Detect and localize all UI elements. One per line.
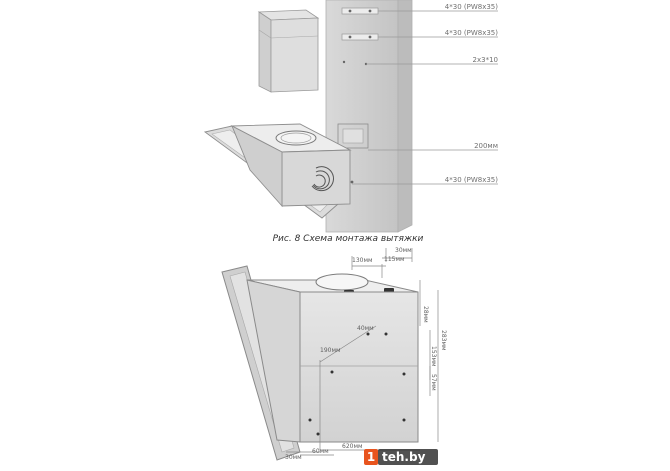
dim-115: 115мм bbox=[384, 256, 405, 263]
label-screw-top-1: 4*30 (PW8x35) bbox=[444, 3, 498, 11]
dim-30-top: 30мм bbox=[395, 247, 412, 254]
dim-40: 40мм bbox=[357, 325, 374, 332]
label-screw-top-2: 4*30 (PW8x35) bbox=[444, 29, 498, 37]
wall-bracket-1 bbox=[342, 8, 378, 14]
dim-57: 57мм bbox=[430, 374, 437, 391]
dim-30-bottom: 30мм bbox=[285, 454, 302, 461]
label-screw-small: 2x3*10 bbox=[472, 56, 498, 64]
dim-283: 283мм bbox=[440, 330, 447, 351]
dim-130: 130мм bbox=[352, 257, 373, 264]
chimney-cover bbox=[259, 10, 318, 92]
brand-text: teh.by bbox=[382, 450, 426, 464]
dimension-view bbox=[222, 247, 447, 461]
dim-153: 153мм bbox=[430, 346, 437, 367]
figure-caption: Рис. 8 Схема монтажа вытяжки bbox=[272, 234, 424, 244]
exploded-view bbox=[205, 0, 498, 232]
wall-bracket-2 bbox=[342, 34, 378, 40]
bottom-screw bbox=[351, 181, 354, 184]
dim-190: 190мм bbox=[320, 347, 341, 354]
brand-number: 1 bbox=[366, 450, 376, 464]
dim-28: 28мм bbox=[422, 306, 429, 323]
dim-60: 60мм bbox=[312, 448, 329, 455]
brand-watermark bbox=[364, 449, 438, 465]
dim-620: 620мм bbox=[342, 443, 363, 450]
label-duct-size: 200мм bbox=[474, 142, 498, 150]
label-screw-bottom: 4*30 (PW8x35) bbox=[444, 176, 498, 184]
